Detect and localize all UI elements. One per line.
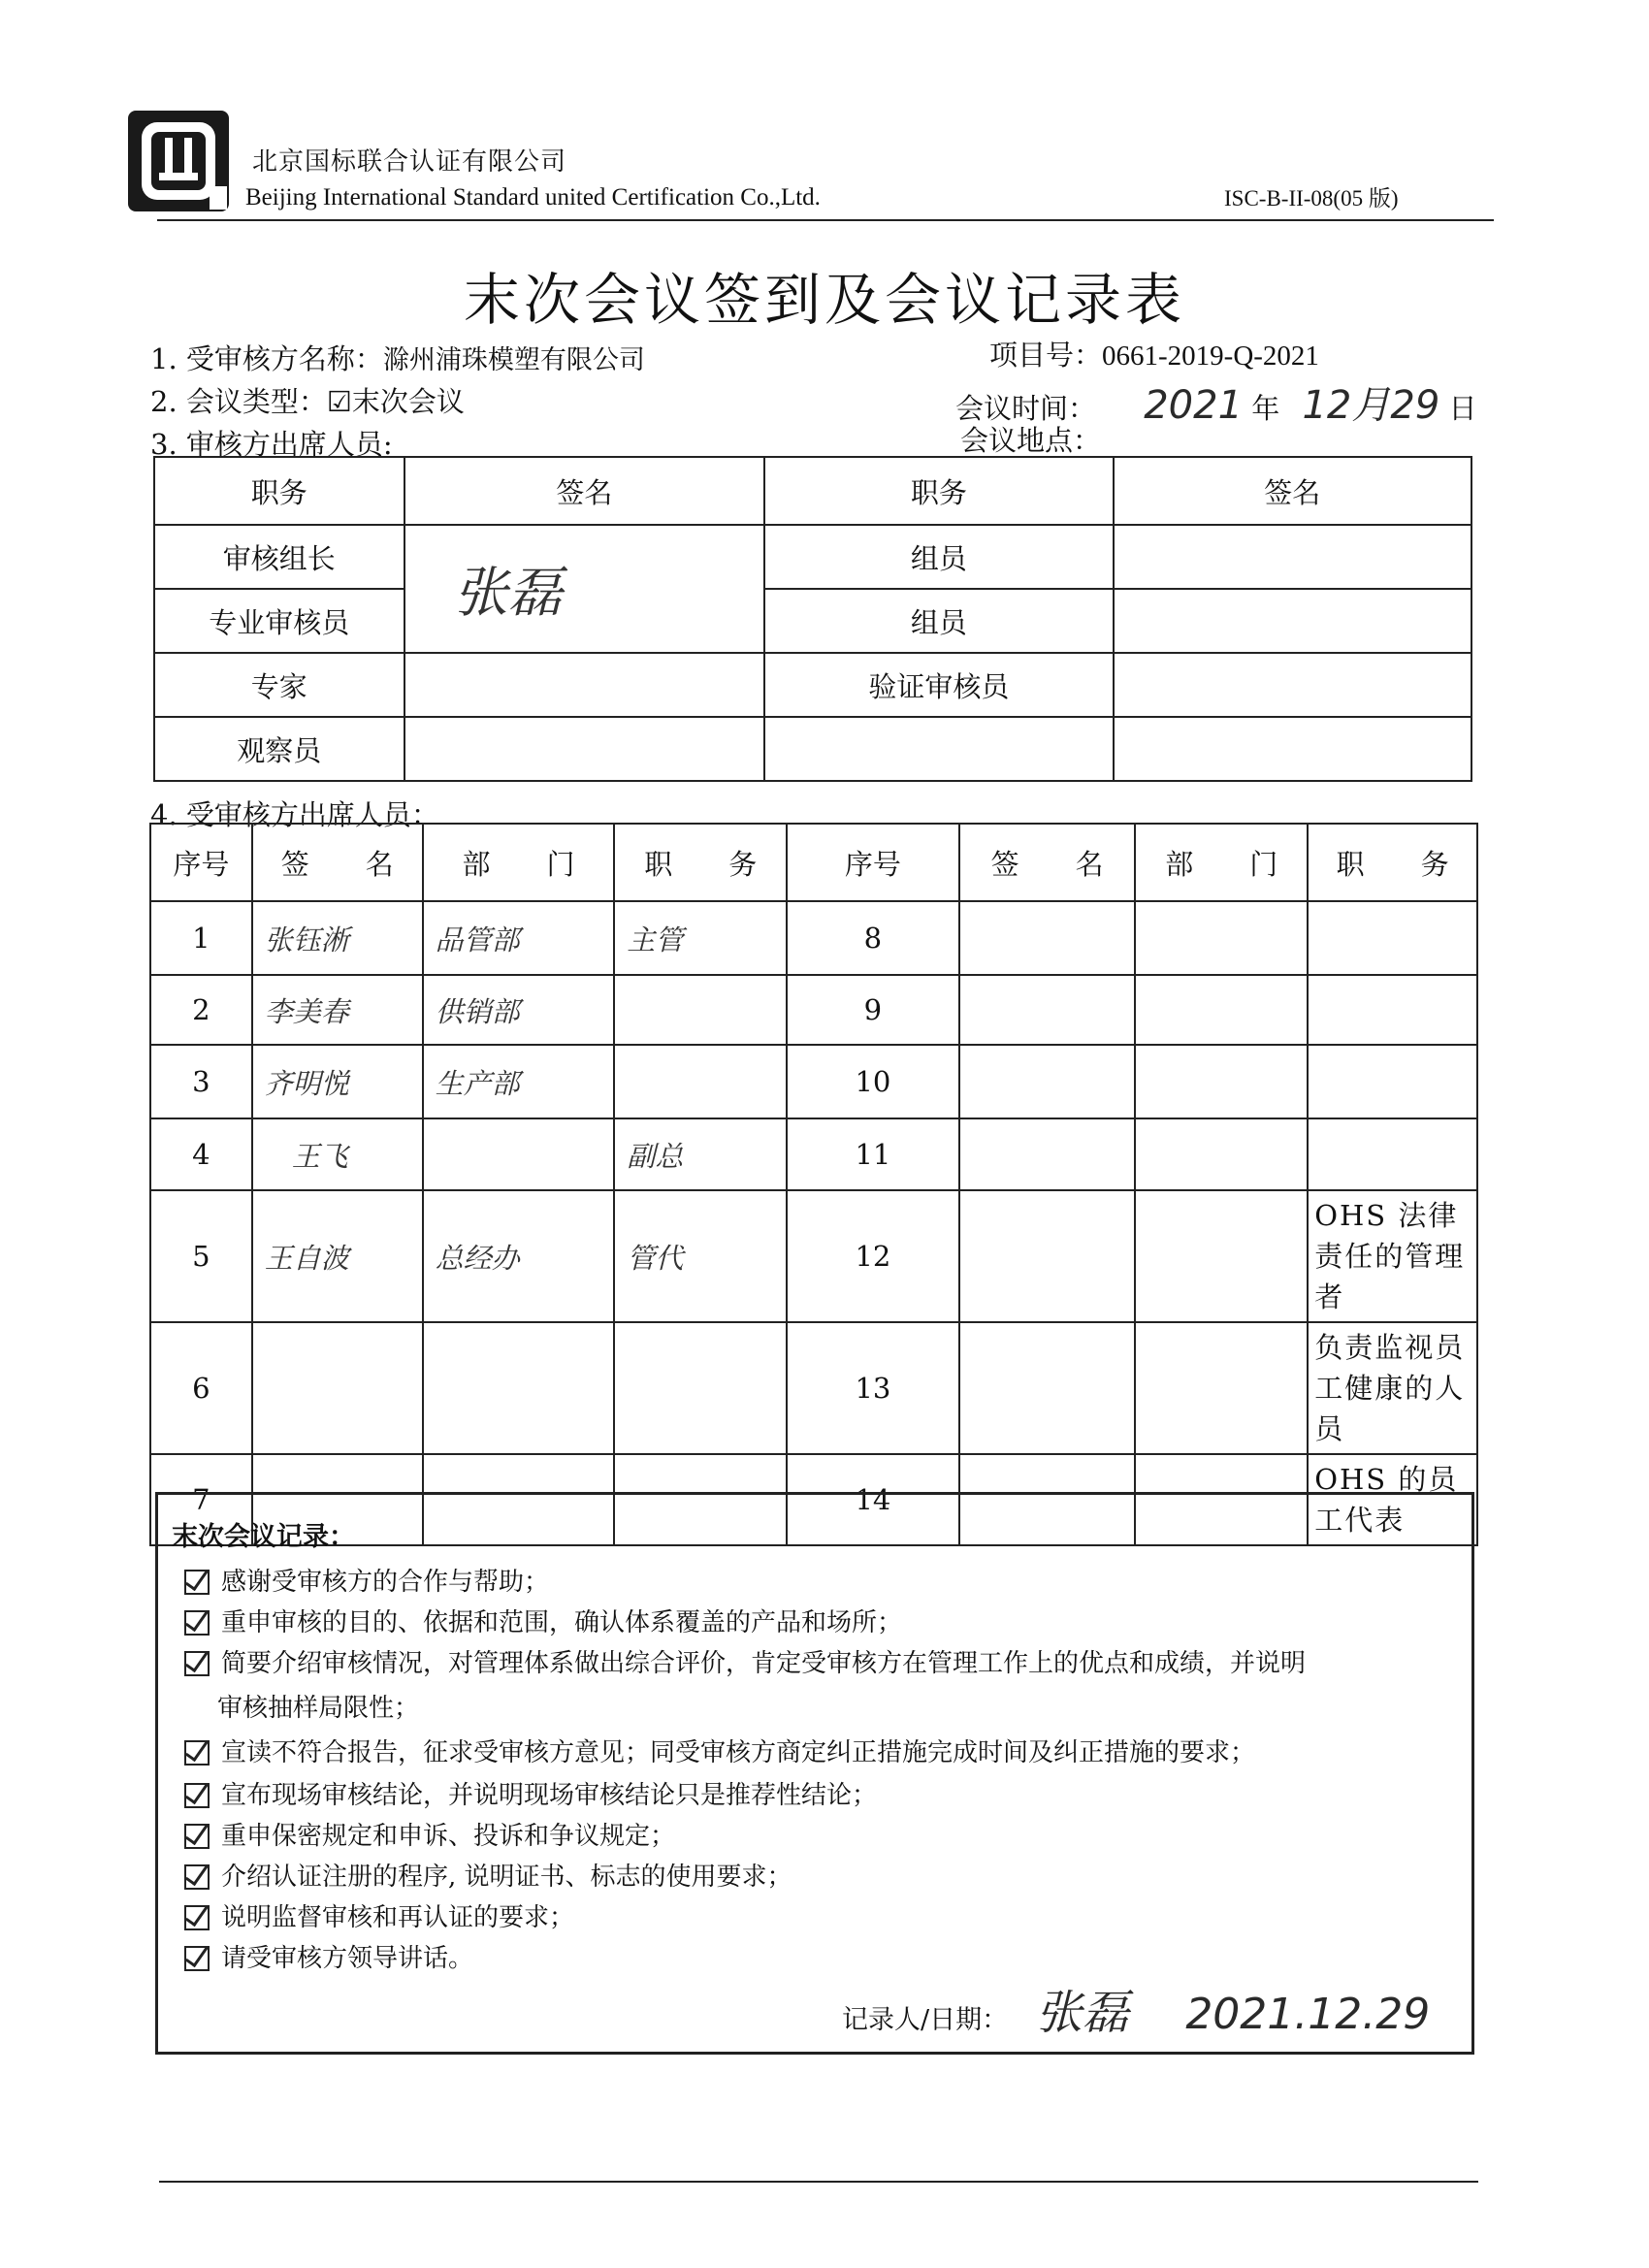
meeting-type-value: ☑末次会议: [326, 385, 465, 418]
attendee-row: [150, 1118, 1477, 1190]
attendee-no-2: 10: [787, 1045, 959, 1118]
attendee-no: 2: [150, 975, 252, 1045]
auditor-sign-expert: [404, 653, 765, 717]
lead-auditor-signature: 张磊: [404, 525, 765, 653]
minutes-item: [184, 1603, 902, 1638]
auditor-sign-observer: [404, 717, 765, 781]
attendee-header-dept: 部 门: [423, 824, 615, 901]
form-number: ISC-B-II-08(05 版): [1224, 186, 1399, 211]
auditor-role-member-2: 组员: [764, 589, 1113, 653]
company-name-cn: 北京国标联合认证有限公司: [252, 147, 567, 177]
auditor-header-sign-2: 签名: [1114, 457, 1471, 525]
auditor-header-role: 职务: [154, 457, 404, 525]
attendee-no-2: 9: [787, 975, 959, 1045]
attendee-header-role-2: 职 务: [1308, 824, 1477, 901]
auditor-role-empty: [764, 717, 1113, 781]
auditor-role-member-1: 组员: [764, 525, 1113, 589]
auditor-role-specialist: 专业审核员: [154, 589, 404, 653]
auditor-sign-empty: [1114, 717, 1471, 781]
checked-box-icon: [184, 1610, 210, 1636]
minutes-item: [184, 1897, 574, 1933]
attendee-dept: 供销部: [423, 975, 615, 1045]
recorder-signature: 张磊: [1035, 1986, 1129, 2040]
attendee-sign: [252, 1322, 423, 1454]
attendee-no: 7: [150, 1454, 252, 1545]
page-title: 末次会议签到及会议记录表: [463, 267, 1185, 333]
attendee-sign-2: [959, 901, 1136, 975]
project-number-row: [989, 334, 1319, 373]
project-number-value: 0661-2019-Q-2021: [1102, 340, 1319, 372]
minutes-item-text: 介绍认证注册的程序, 说明证书、标志的使用要求；: [221, 1863, 792, 1892]
auditor-sign-verifier: [1114, 653, 1471, 717]
attendee-dept: [423, 1322, 615, 1454]
attendee-no: 5: [150, 1190, 252, 1322]
meeting-place-label: 会议地点：: [960, 424, 1102, 457]
attendee-row: [150, 1190, 1477, 1322]
attendee-dept-2: [1135, 1190, 1308, 1322]
attendee-role: 管代: [614, 1190, 787, 1322]
auditor-attendees-label: 3. 审核方出席人员:: [150, 428, 393, 461]
attendee-sign-2: [959, 1045, 1136, 1118]
attendee-role-2: [1308, 1045, 1477, 1118]
attendee-table: [149, 823, 1478, 1546]
checked-box-icon: [184, 1651, 210, 1676]
minutes-item: [184, 1562, 549, 1598]
attendee-sign: 张钰淅: [252, 901, 423, 975]
attendee-sign: 王自波: [252, 1190, 423, 1322]
attendee-role: 主管: [614, 901, 787, 975]
header-divider: [157, 219, 1494, 221]
minutes-item: [184, 1733, 1255, 1768]
attendee-header-row: [150, 824, 1477, 901]
checked-box-icon: [184, 1740, 210, 1766]
minutes-item-text: 宣读不符合报告，征求受审核方意见；同受审核方商定纠正措施完成时间及纠正措施的要求；: [221, 1738, 1256, 1767]
auditor-sign-member-1: [1114, 525, 1471, 589]
auditor-table: [153, 456, 1472, 782]
attendee-dept-2: [1135, 901, 1308, 975]
recorder-row: [842, 1975, 1430, 2042]
attendee-dept: 品管部: [423, 901, 615, 975]
minutes-item-text: 简要介绍审核情况，对管理体系做出综合评价，肯定受审核方在管理工作上的优点和成绩，并说明: [221, 1649, 1307, 1678]
attendee-sign: 齐明悦: [252, 1045, 423, 1118]
attendee-role-2: OHS 的员工代表: [1308, 1454, 1477, 1545]
attendee-dept-2: [1135, 975, 1308, 1045]
attendee-header-role: 职 务: [614, 824, 787, 901]
minutes-item: [184, 1775, 877, 1811]
recorder-label: 记录人/日期：: [842, 2005, 1009, 2035]
meeting-time-label: 会议时间：: [955, 392, 1097, 425]
attendee-header-sign-2: 签 名: [959, 824, 1136, 901]
attendee-role-2: 负责监视员工健康的人员: [1308, 1322, 1477, 1454]
attendee-no: 1: [150, 901, 252, 975]
attendee-dept: 生产部: [423, 1045, 615, 1118]
attendee-dept-2: [1135, 1322, 1308, 1454]
attendee-row: [150, 975, 1477, 1045]
auditor-header-role-2: 职务: [764, 457, 1113, 525]
checked-box-icon: [184, 1946, 210, 1971]
minutes-item-text: 请受审核方领导讲话。: [221, 1944, 474, 1973]
project-number-label: 项目号：: [989, 339, 1103, 372]
attendee-row: [150, 1322, 1477, 1454]
attendee-no-2: 14: [787, 1454, 959, 1545]
minutes-item: [184, 1643, 1306, 1679]
attendee-dept-2: [1135, 1045, 1308, 1118]
minutes-item-text: 重申审核的目的、依据和范围，确认体系覆盖的产品和场所；: [221, 1608, 903, 1637]
meeting-type-row: [150, 380, 465, 420]
attendee-no: 3: [150, 1045, 252, 1118]
minutes-item-text: 说明监督审核和再认证的要求；: [221, 1903, 575, 1932]
checked-box-icon: [184, 1824, 210, 1849]
minutes-item: [184, 1938, 473, 1974]
minutes-item-continuation: 审核抽样局限性；: [217, 1694, 420, 1723]
attendee-header-dept-2: 部 门: [1135, 824, 1308, 901]
attendee-role-2: [1308, 901, 1477, 975]
attendee-no-2: 13: [787, 1322, 959, 1454]
meeting-time-day-unit: 日: [1448, 392, 1477, 425]
minutes-item-text: 感谢受审核方的合作与帮助；: [221, 1568, 550, 1597]
attendee-sign: 李美春: [252, 975, 423, 1045]
attendee-header-no-2: 序号: [787, 824, 959, 901]
footer-divider: [159, 2181, 1478, 2183]
company-name-en: Beijing International Standard united Certification Co.,Ltd.: [245, 184, 821, 211]
attendee-dept: [423, 1118, 615, 1190]
checked-box-icon: [184, 1783, 210, 1808]
attendee-no-2: 8: [787, 901, 959, 975]
auditor-role-observer: 观察员: [154, 717, 404, 781]
attendee-no-2: 12: [787, 1190, 959, 1322]
attendee-dept-2: [1135, 1118, 1308, 1190]
auditee-name-row: [150, 338, 645, 377]
attendee-no: 4: [150, 1118, 252, 1190]
attendee-role-2: OHS 法律责任的管理者: [1308, 1190, 1477, 1322]
meeting-time-year-unit: 年: [1251, 392, 1280, 425]
attendee-role-2: [1308, 1118, 1477, 1190]
attendee-sign-2: [959, 1118, 1136, 1190]
attendee-header-no: 序号: [150, 824, 252, 901]
attendee-no-2: 11: [787, 1118, 959, 1190]
checked-box-icon: [184, 1864, 210, 1890]
auditor-sign-member-2: [1114, 589, 1471, 653]
attendee-role: [614, 1322, 787, 1454]
checked-box-icon: [184, 1570, 210, 1595]
minutes-item: [184, 1857, 792, 1893]
attendee-dept: 总经办: [423, 1190, 615, 1322]
auditor-role-expert: 专家: [154, 653, 404, 717]
attendee-row: [150, 1045, 1477, 1118]
attendee-role-2: [1308, 975, 1477, 1045]
meeting-time-monthday: 12月29: [1302, 383, 1440, 428]
attendee-role: [614, 975, 787, 1045]
attendee-role: [614, 1045, 787, 1118]
attendee-sign-2: [959, 1190, 1136, 1322]
auditee-name-label: 1. 受审核方名称：: [150, 342, 383, 375]
attendee-sign-2: [959, 975, 1136, 1045]
minutes-item-text: 重申保密规定和申诉、投诉和争议规定；: [221, 1822, 676, 1851]
attendee-header-sign: 签 名: [252, 824, 423, 901]
minutes-item-text: 宣布现场审核结论，并说明现场审核结论只是推荐性结论；: [221, 1781, 878, 1810]
attendee-no: 6: [150, 1322, 252, 1454]
auditor-header-sign: 签名: [404, 457, 765, 525]
minutes-item: [184, 1816, 675, 1852]
recorder-date: 2021.12.29: [1185, 1990, 1431, 2039]
auditor-role-lead: 审核组长: [154, 525, 404, 589]
auditor-role-verifier: 验证审核员: [764, 653, 1113, 717]
attendee-role: 副总: [614, 1118, 787, 1190]
attendee-sign-2: [959, 1322, 1136, 1454]
attendee-row: [150, 901, 1477, 975]
auditee-attendees-label: 4. 受审核方出席人员：: [150, 798, 439, 831]
meeting-type-label: 2. 会议类型：: [150, 385, 327, 418]
company-logo: [126, 109, 231, 213]
meeting-time-year: 2021: [1144, 383, 1244, 428]
minutes-title: 末次会议记录：: [172, 1522, 355, 1552]
attendee-sign: 王飞: [252, 1118, 423, 1190]
checked-box-icon: [184, 1905, 210, 1930]
auditee-name-value: 滁州浦珠模塑有限公司: [382, 345, 645, 375]
